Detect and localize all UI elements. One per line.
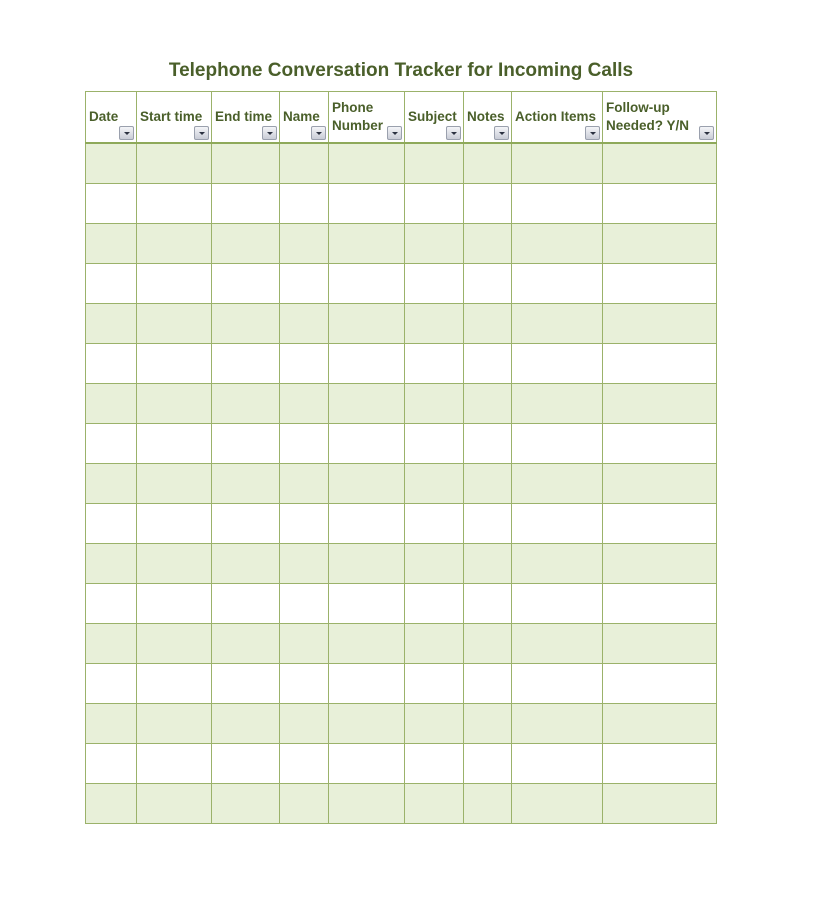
table-cell[interactable] [464,384,512,424]
table-cell[interactable] [405,664,464,704]
table-cell[interactable] [405,424,464,464]
table-row [86,424,717,464]
table-cell[interactable] [137,504,212,544]
dropdown-arrow-icon[interactable] [494,126,509,140]
table-row [86,304,717,344]
table-row [86,143,717,184]
table-cell[interactable] [212,424,280,464]
table-cell[interactable] [329,424,405,464]
table-cell[interactable] [603,344,717,384]
table-row [86,544,717,584]
table-cell[interactable] [280,504,329,544]
table-cell[interactable] [212,744,280,784]
dropdown-arrow-icon[interactable] [262,126,277,140]
table-cell[interactable] [280,464,329,504]
table-cell[interactable] [212,624,280,664]
dropdown-arrow-icon[interactable] [585,126,600,140]
column-label: Name [283,109,320,124]
table-cell[interactable] [405,264,464,304]
table-cell[interactable] [212,304,280,344]
table-cell[interactable] [603,384,717,424]
table-cell[interactable] [603,184,717,224]
table-cell[interactable] [137,464,212,504]
table-row [86,664,717,704]
dropdown-arrow-icon[interactable] [311,126,326,140]
table-cell[interactable] [86,744,137,784]
table-cell[interactable] [512,143,603,184]
table-cell[interactable] [603,464,717,504]
table-cell[interactable] [86,784,137,824]
table-cell[interactable] [329,143,405,184]
table-cell[interactable] [329,664,405,704]
table-cell[interactable] [212,664,280,704]
table-cell[interactable] [512,304,603,344]
dropdown-arrow-icon[interactable] [387,126,402,140]
table-cell[interactable] [405,344,464,384]
table-cell[interactable] [329,704,405,744]
table-cell[interactable] [86,384,137,424]
table-cell[interactable] [405,784,464,824]
column-header-action-items [512,92,603,144]
table-row [86,224,717,264]
table-cell[interactable] [329,744,405,784]
table-cell[interactable] [329,384,405,424]
table-cell[interactable] [603,304,717,344]
table-cell[interactable] [280,584,329,624]
table-cell[interactable] [405,464,464,504]
header-row [86,92,717,144]
table-cell[interactable] [329,504,405,544]
table-cell[interactable] [464,544,512,584]
table-cell[interactable] [405,143,464,184]
table-cell[interactable] [603,264,717,304]
table-cell[interactable] [86,184,137,224]
table-cell[interactable] [405,744,464,784]
table-cell[interactable] [329,264,405,304]
table-cell[interactable] [329,544,405,584]
column-header-date [86,92,137,144]
dropdown-arrow-icon[interactable] [446,126,461,140]
column-header-subject [405,92,464,144]
table-cell[interactable] [137,624,212,664]
table-cell[interactable] [280,664,329,704]
table-cell[interactable] [212,143,280,184]
table-cell[interactable] [329,584,405,624]
table-cell[interactable] [464,704,512,744]
table-cell[interactable] [137,544,212,584]
table-cell[interactable] [512,384,603,424]
table-cell[interactable] [603,584,717,624]
table-row [86,624,717,664]
table-cell[interactable] [212,504,280,544]
table-cell[interactable] [464,784,512,824]
table-cell[interactable] [280,224,329,264]
table-cell[interactable] [405,304,464,344]
column-label-line2: Number [332,118,384,133]
table-cell[interactable] [86,224,137,264]
table-cell[interactable] [212,184,280,224]
table-cell[interactable] [86,424,137,464]
table-cell[interactable] [512,464,603,504]
table-cell[interactable] [464,304,512,344]
table-cell[interactable] [86,544,137,584]
table-cell[interactable] [137,424,212,464]
table-cell[interactable] [405,224,464,264]
table-cell[interactable] [137,584,212,624]
table-cell[interactable] [329,304,405,344]
table-cell[interactable] [329,344,405,384]
table-cell[interactable] [86,464,137,504]
table-cell[interactable] [464,143,512,184]
table-cell[interactable] [280,624,329,664]
table-cell[interactable] [137,304,212,344]
table-cell[interactable] [280,704,329,744]
column-label-line1: Phone [332,100,374,115]
table-cell[interactable] [280,544,329,584]
table-cell[interactable] [512,744,603,784]
dropdown-arrow-icon[interactable] [119,126,134,140]
table-cell[interactable] [603,224,717,264]
table-cell[interactable] [137,384,212,424]
table-cell[interactable] [280,744,329,784]
table-cell[interactable] [280,424,329,464]
table-cell[interactable] [405,384,464,424]
table-cell[interactable] [603,143,717,184]
table-cell[interactable] [329,184,405,224]
table-cell[interactable] [329,784,405,824]
column-header-end-time [212,92,280,144]
column-label: Date [89,109,119,124]
table-cell[interactable] [86,504,137,544]
table-cell[interactable] [512,664,603,704]
table-row [86,584,717,624]
column-label: Subject [408,109,457,124]
table-body [86,143,717,824]
table-cell[interactable] [405,504,464,544]
table-cell[interactable] [212,544,280,584]
column-header-start-time [137,92,212,144]
table-cell[interactable] [86,664,137,704]
table-cell[interactable] [86,304,137,344]
table-cell[interactable] [137,264,212,304]
table-cell[interactable] [86,143,137,184]
table-cell[interactable] [603,624,717,664]
table-cell[interactable] [280,264,329,304]
table-cell[interactable] [86,584,137,624]
table-cell[interactable] [212,584,280,624]
table-cell[interactable] [464,664,512,704]
table-cell[interactable] [329,464,405,504]
table-row [86,504,717,544]
table-row [86,464,717,504]
column-label: End time [215,109,273,124]
table-cell[interactable] [405,624,464,664]
table-cell[interactable] [212,264,280,304]
table-cell[interactable] [512,704,603,744]
table-cell[interactable] [137,143,212,184]
table-cell[interactable] [603,424,717,464]
column-header-phone-number [329,92,405,144]
table-row [86,744,717,784]
table-cell[interactable] [280,384,329,424]
table-cell[interactable] [137,704,212,744]
table-cell[interactable] [280,784,329,824]
table-cell[interactable] [464,424,512,464]
table-row [86,264,717,304]
column-label: Notes [467,109,505,124]
table-cell[interactable] [212,224,280,264]
table-cell[interactable] [405,704,464,744]
table-row [86,344,717,384]
table-cell[interactable] [512,224,603,264]
call-tracker-table [85,91,717,824]
table-cell[interactable] [137,784,212,824]
table-cell[interactable] [329,624,405,664]
table-row [86,704,717,744]
table-cell[interactable] [464,624,512,664]
table-cell[interactable] [280,304,329,344]
table-cell[interactable] [464,264,512,304]
table-cell[interactable] [464,584,512,624]
table-cell[interactable] [512,624,603,664]
table-cell[interactable] [137,744,212,784]
table-cell[interactable] [512,584,603,624]
table-cell[interactable] [280,184,329,224]
table-cell[interactable] [86,344,137,384]
table-cell[interactable] [512,264,603,304]
column-label: Start time [140,109,203,124]
table-cell[interactable] [512,544,603,584]
table-cell[interactable] [212,384,280,424]
table-cell[interactable] [212,784,280,824]
page-title: Telephone Conversation Tracker for Incoming Calls [168,60,634,81]
table-cell[interactable] [280,143,329,184]
table-cell[interactable] [512,424,603,464]
table-cell[interactable] [464,184,512,224]
table-cell[interactable] [137,344,212,384]
column-label-line2: Needed? Y/N [606,118,690,133]
table-cell[interactable] [603,664,717,704]
dropdown-arrow-icon[interactable] [194,126,209,140]
table-cell[interactable] [86,264,137,304]
table-row [86,184,717,224]
table-cell[interactable] [212,344,280,384]
column-header-follow-up-needed [603,92,717,144]
table-cell[interactable] [137,664,212,704]
table-cell[interactable] [137,224,212,264]
table-cell[interactable] [280,344,329,384]
table-cell[interactable] [512,344,603,384]
table-cell[interactable] [86,624,137,664]
table-cell[interactable] [212,704,280,744]
table-cell[interactable] [464,744,512,784]
table-cell[interactable] [86,704,137,744]
dropdown-arrow-icon[interactable] [699,126,714,140]
column-header-name [280,92,329,144]
table-cell[interactable] [212,464,280,504]
column-header-notes [464,92,512,144]
table-cell[interactable] [464,464,512,504]
table-cell[interactable] [512,184,603,224]
column-label-line1: Follow-up [606,100,670,115]
table-cell[interactable] [405,584,464,624]
table-cell[interactable] [137,184,212,224]
column-label: Action Items [515,109,597,124]
table-cell[interactable] [512,784,603,824]
table-row [86,384,717,424]
table-cell[interactable] [464,344,512,384]
table-cell[interactable] [329,224,405,264]
table-cell[interactable] [405,544,464,584]
table-row [86,784,717,824]
table-cell[interactable] [464,224,512,264]
table-cell[interactable] [512,504,603,544]
table-cell[interactable] [464,504,512,544]
table-cell[interactable] [603,744,717,784]
table-cell[interactable] [603,704,717,744]
table-cell[interactable] [603,504,717,544]
table-cell[interactable] [405,184,464,224]
table-cell[interactable] [603,784,717,824]
table-cell[interactable] [603,544,717,584]
